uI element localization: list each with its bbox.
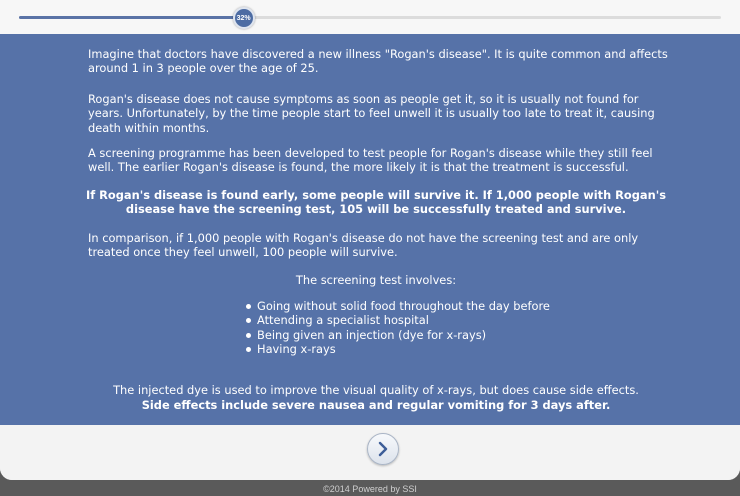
- side-effects-note: Side effects include severe nausea and regular vomiting for 3 days after.: [141, 398, 611, 412]
- progress-fill: [19, 16, 244, 19]
- progress-track: [19, 16, 721, 19]
- footer-credit: ©2014 Powered by SSI: [323, 484, 417, 494]
- test-heading: The screening test involves:: [295, 273, 457, 287]
- symptoms-paragraph: Rogan's disease does not cause symptoms as soon as people get it, so it is usually not found for years. Unfortunately, by the time people start to feel unwell it is usually too late to treat it, causing death within months.: [88, 92, 655, 135]
- list-item: Being given an injection (dye for x-rays): [244, 328, 564, 342]
- navigation-bar: [0, 425, 740, 480]
- comparison-paragraph: In comparison, if 1,000 people with Rogan's disease do not have the screening test and are only treated once they feel unwell, 100 people will survive.: [88, 231, 639, 260]
- list-item: Attending a specialist hospital: [244, 313, 564, 327]
- progress-indicator: [233, 7, 255, 29]
- next-button[interactable]: [367, 433, 399, 465]
- bullet-icon: [246, 347, 251, 352]
- chevron-right-icon: [376, 441, 390, 457]
- bullet-icon: [246, 304, 251, 309]
- test-list: [244, 299, 564, 357]
- list-item: Going without solid food throughout the day before: [244, 299, 564, 313]
- question-panel: [0, 34, 740, 425]
- list-item: Having x-rays: [244, 342, 564, 356]
- screening-paragraph: A screening programme has been developed to test people for Rogan's disease while they still feel well. The earlier Rogan's disease is found, the more likely it is that the treatment is successful.: [88, 146, 653, 175]
- survival-highlight: If Rogan's disease is found early, some people will survive it. If 1,000 people with Rogan's disease have the screening test, 105 will be successfully treated and survive.: [86, 188, 666, 217]
- progress-bar: [0, 0, 740, 34]
- bullet-icon: [246, 333, 251, 338]
- progress-percent: 32%: [236, 14, 251, 22]
- dye-note: The injected dye is used to improve the visual quality of x-rays, but does cause side effects.: [113, 383, 639, 397]
- bullet-icon: [246, 318, 251, 323]
- intro-paragraph: Imagine that doctors have discovered a new illness "Rogan's disease". It is quite common and affects around 1 in 3 people over the age of 25.: [88, 47, 668, 76]
